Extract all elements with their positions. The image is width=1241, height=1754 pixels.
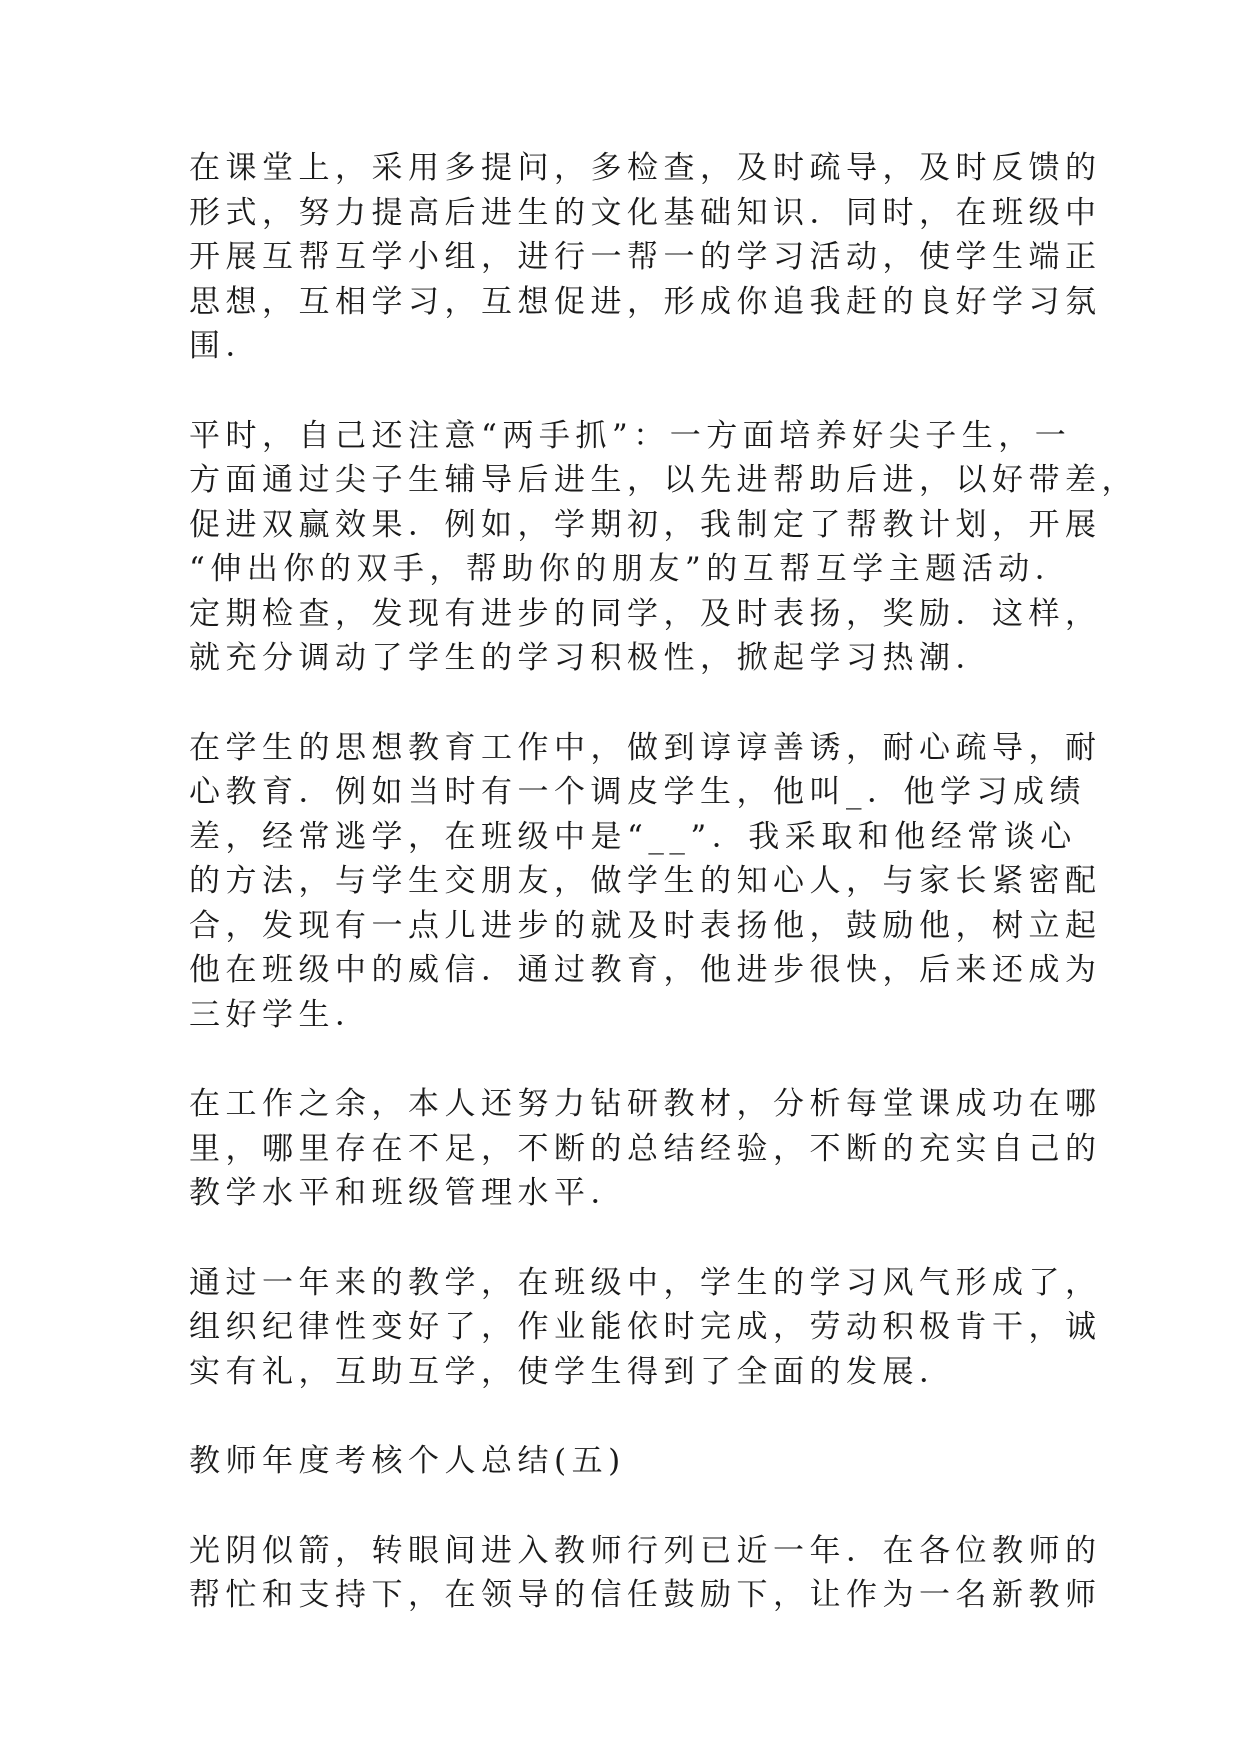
text-line: 定期检查，发现有进步的同学，及时表扬，奖励．这样， (189, 595, 1102, 632)
text-line: 他在班级中的威信．通过教育，他进步很快，后来还成为 (189, 952, 1102, 988)
text-line: 实有礼，互助互学，使学生得到了全面的发展． (189, 1353, 956, 1390)
text-line: 光阴似箭，转眼间进入教师行列已近一年．在各位教师的 (189, 1532, 1102, 1569)
text-line: 组织纪律性变好了，作业能依时完成，劳动积极肯干，诚 (189, 1309, 1102, 1345)
text-line: 帮忙和支持下，在领导的信任鼓励下，让作为一名新教师 (189, 1577, 1102, 1613)
section-heading-text: 教师年度考核个人总结(五) (189, 1443, 626, 1479)
paragraph-6 (189, 1529, 1102, 1618)
text-line: 就充分调动了学生的学习积极性，掀起学习热潮． (189, 640, 992, 676)
text-line: 里，哪里存在不足，不断的总结经验，不断的充实自己的 (189, 1130, 1102, 1167)
text-line: 通过一年来的教学，在班级中，学生的学习风气形成了， (189, 1264, 1102, 1301)
text-line: 开展互帮互学小组，进行一帮一的学习活动，使学生端正 (189, 239, 1102, 275)
document-body (189, 146, 1138, 1663)
paragraph-5 (189, 1261, 1102, 1395)
text-line: 平时，自己还注意“两手抓”：一方面培养好尖子生，一 (189, 417, 1072, 454)
paragraph-3 (189, 726, 1102, 1038)
paragraph-1 (189, 146, 1102, 369)
text-line: 围． (189, 328, 262, 364)
text-line: 促进双赢效果．例如，学期初，我制定了帮教计划，开展 (189, 506, 1102, 543)
text-line: 教学水平和班级管理水平． (189, 1175, 627, 1211)
text-line: 差，经常逃学，在班级中是“__”．我采取和他经常谈心 (189, 818, 1077, 855)
text-line: 合，发现有一点儿进步的就及时表扬他，鼓励他，树立起 (189, 907, 1102, 944)
text-line: 三好学生． (189, 996, 372, 1033)
text-line: 在工作之余，本人还努力钻研教材，分析每堂课成功在哪 (189, 1086, 1102, 1122)
section-heading (189, 1439, 1069, 1484)
text-line: 方面通过尖子生辅导后进生，以先进帮助后进，以好带差， (189, 462, 1138, 498)
text-line: 在课堂上，采用多提问，多检查，及时疏导，及时反馈的 (189, 150, 1102, 186)
paragraph-4 (189, 1082, 1102, 1216)
text-line: 思想，互相学习，互想促进，形成你追我赶的良好学习氛 (189, 283, 1102, 320)
text-line: 的方法，与学生交朋友，做学生的知心人，与家长紧密配 (189, 863, 1102, 899)
paragraph-2 (189, 414, 1138, 681)
text-line: “伸出你的双手，帮助你的朋友”的互帮互学主题活动． (189, 551, 1072, 587)
text-line: 在学生的思想教育工作中，做到谆谆善诱，耐心疏导，耐 (189, 729, 1102, 766)
text-line: 形式，努力提高后进生的文化基础知识．同时，在班级中 (189, 194, 1102, 231)
text-line: 心教育．例如当时有一个调皮学生，他叫_．他学习成绩 (189, 774, 1086, 810)
